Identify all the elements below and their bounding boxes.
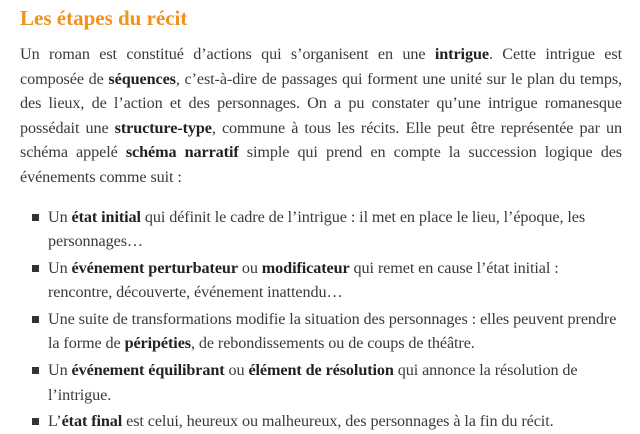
- list-item-etat-final: [32, 409, 622, 433]
- intro-text: . Cette intrigue est composée de: [20, 45, 622, 88]
- list-item-evenement-perturbateur: [32, 256, 622, 305]
- list-item-etat-initial: [32, 205, 622, 254]
- item-text: Un: [48, 361, 72, 380]
- item-keyword: état initial: [71, 208, 141, 226]
- item-keyword: modificateur: [261, 259, 350, 278]
- list-item-evenement-equilibrant: [32, 358, 622, 407]
- item-text: ou: [224, 361, 249, 380]
- intro-text: , c’est-à-dire de passages qui forment une unité sur le plan du temps, des lieux, de l’action et des personnages. On a pu constater qu’une intrigue romanesque possédait une: [20, 69, 622, 137]
- keyword-schema-narratif: schéma narratif: [125, 143, 239, 161]
- keyword-sequences: séquences: [108, 69, 176, 88]
- item-text: , de rebondissements ou de coups de théâtre.: [191, 334, 475, 353]
- item-text: ou: [237, 259, 262, 278]
- item-text: qui annonce la résolution de l’intrigue.: [48, 361, 578, 404]
- list-item-transformations: [32, 307, 622, 356]
- section-heading: Les étapes du récit: [20, 6, 188, 30]
- item-text: est celui, heureux ou malheureux, des personnages à la fin du récit.: [122, 412, 554, 431]
- square-bullet-icon: [32, 367, 39, 374]
- item-text: Un: [48, 208, 72, 226]
- item-keyword: péripéties: [124, 334, 191, 353]
- item-keyword: événement équilibrant: [71, 361, 225, 380]
- square-bullet-icon: [32, 265, 39, 272]
- item-keyword: élément de résolution: [248, 361, 394, 380]
- item-keyword: état final: [61, 412, 123, 431]
- keyword-intrigue: intrigue: [434, 45, 489, 63]
- item-text: L’: [48, 412, 62, 431]
- square-bullet-icon: [32, 214, 39, 221]
- intro-paragraph: [20, 42, 622, 189]
- intro-text: simple qui prend en compte la succession logique des événements comme suit :: [20, 143, 622, 186]
- item-text: qui définit le cadre de l’intrigue : il met en place le lieu, l’époque, les personnages…: [48, 208, 586, 251]
- item-text: qui remet en cause l’état initial : rencontre, découverte, événement inattendu…: [48, 259, 559, 302]
- item-text: Un: [48, 259, 72, 278]
- square-bullet-icon: [32, 316, 39, 323]
- keyword-structure-type: structure-type: [114, 118, 212, 137]
- square-bullet-icon: [32, 418, 39, 425]
- intro-text: , commune à tous les récits. Elle peut être représentée par un schéma appelé: [20, 118, 622, 161]
- item-keyword: événement perturbateur: [71, 259, 238, 278]
- steps-list: [20, 205, 622, 434]
- item-text: Une suite de transformations modifie la situation des personnages : elles peuvent prendre la forme de: [48, 310, 617, 353]
- intro-text: Un roman est constitué d’actions qui s’organisent en une: [20, 45, 435, 63]
